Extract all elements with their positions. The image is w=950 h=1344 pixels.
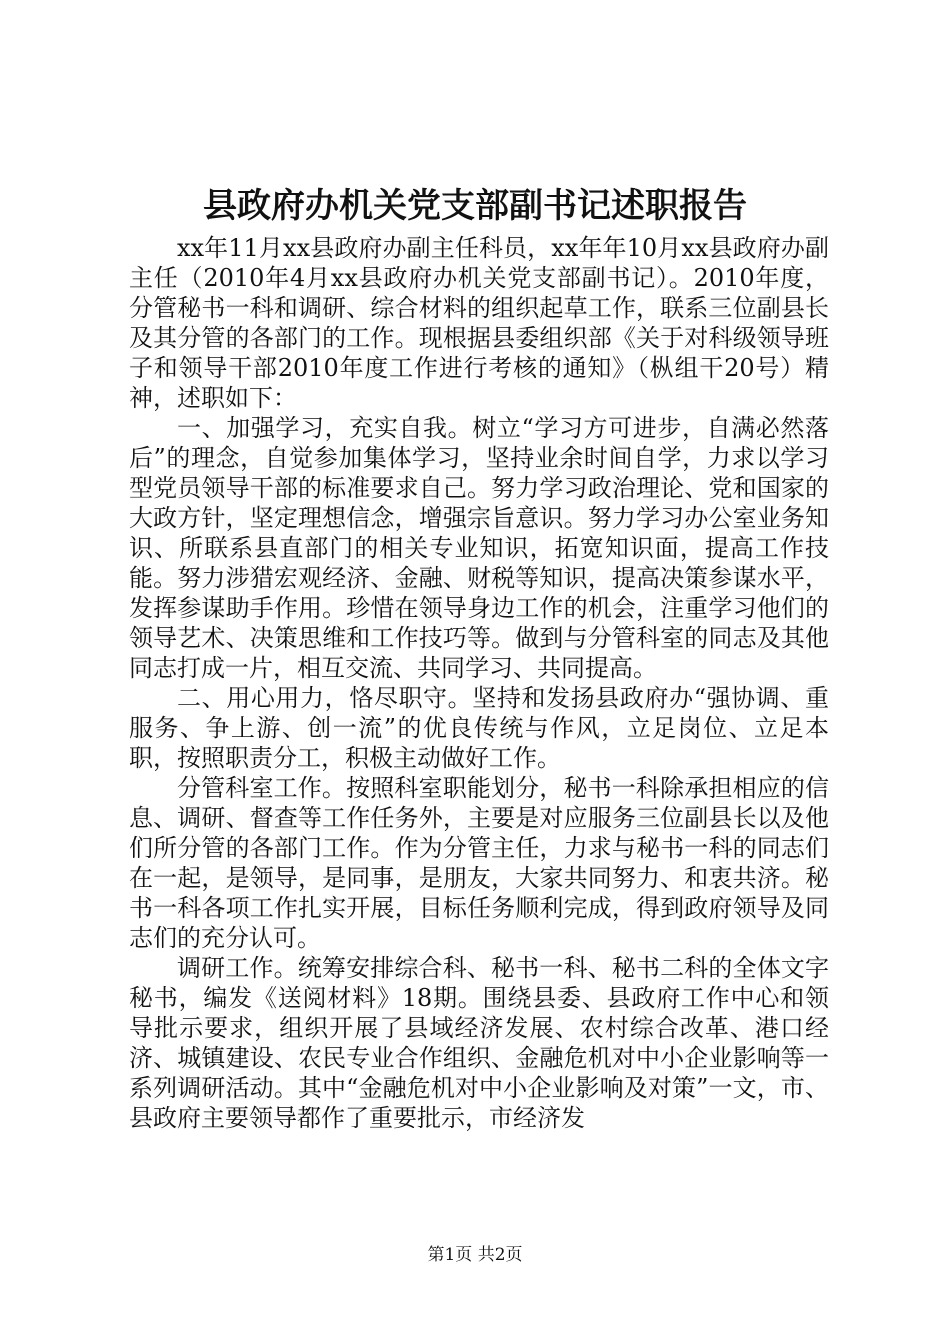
paragraph-research-work: 调研工作。统筹安排综合科、秘书一科、秘书二科的全体文字秘书，编发《送阅材料》18期。围绕县委、县政府工作中心和领导批示要求，组织开展了县域经济发展、农村综合改革、港口经济、城镇建设、农民专业合作组织、金融危机对中小企业影响等一系列调研活动。其中“金融危机对中小企业影响及对策”一文，市、县政府主要领导都作了重要批示，市经济发 xyxy=(129,954,829,1132)
page-number: 第1页 共2页 xyxy=(427,1245,523,1265)
paragraph-study: 一、加强学习，充实自我。树立“学习方可进步，自满必然落后”的理念，自觉参加集体学习，坚持业余时间自学，力求以学习型党员领导干部的标准要求自己。努力学习政治理论、党和国家的大政方针，坚定理想信念，增强宗旨意识。努力学习办公室业务知识、所联系县直部门的相关专业知识，拓宽知识面，提高工作技能。努力涉猎宏观经济、金融、财税等知识，提高决策参谋水平，发挥参谋助手作用。珍惜在领导身边工作的机会，注重学习他们的领导艺术、决策思维和工作技巧等。做到与分管科室的同志及其他同志打成一片，相互交流、共同学习、共同提高。 xyxy=(129,414,829,682)
document-title: 县政府办机关党支部副书记述职报告 xyxy=(203,186,747,226)
paragraph-intro: xx年11月xx县政府办副主任科员，xx年年10月xx县政府办副主任（2010年4月xx县政府办机关党支部副书记）。2010年度，分管秘书一科和调研、综合材料的组织起草工作，联系三位副县长及其分管的各部门的工作。现根据县委组织部《关于对科级领导班子和领导干部2010年度工作进行考核的通知》（枞组干20号）精神，述职如下： xyxy=(129,234,829,412)
paragraph-office-work: 分管科室工作。按照科室职能划分，秘书一科除承担相应的信息、调研、督查等工作任务外，主要是对应服务三位副县长以及他们所分管的各部门工作。作为分管主任，力求与秘书一科的同志们在一起，是领导，是同事，是朋友，大家共同努力、和衷共济。秘书一科各项工作扎实开展，目标任务顺利完成，得到政府领导及同志们的充分认可。 xyxy=(129,774,829,952)
paragraph-duty: 二、用心用力，恪尽职守。坚持和发扬县政府办“强协调、重服务、争上游、创一流”的优良传统与作风，立足岗位、立足本职，按照职责分工，积极主动做好工作。 xyxy=(129,684,829,772)
document-body xyxy=(129,233,829,1133)
